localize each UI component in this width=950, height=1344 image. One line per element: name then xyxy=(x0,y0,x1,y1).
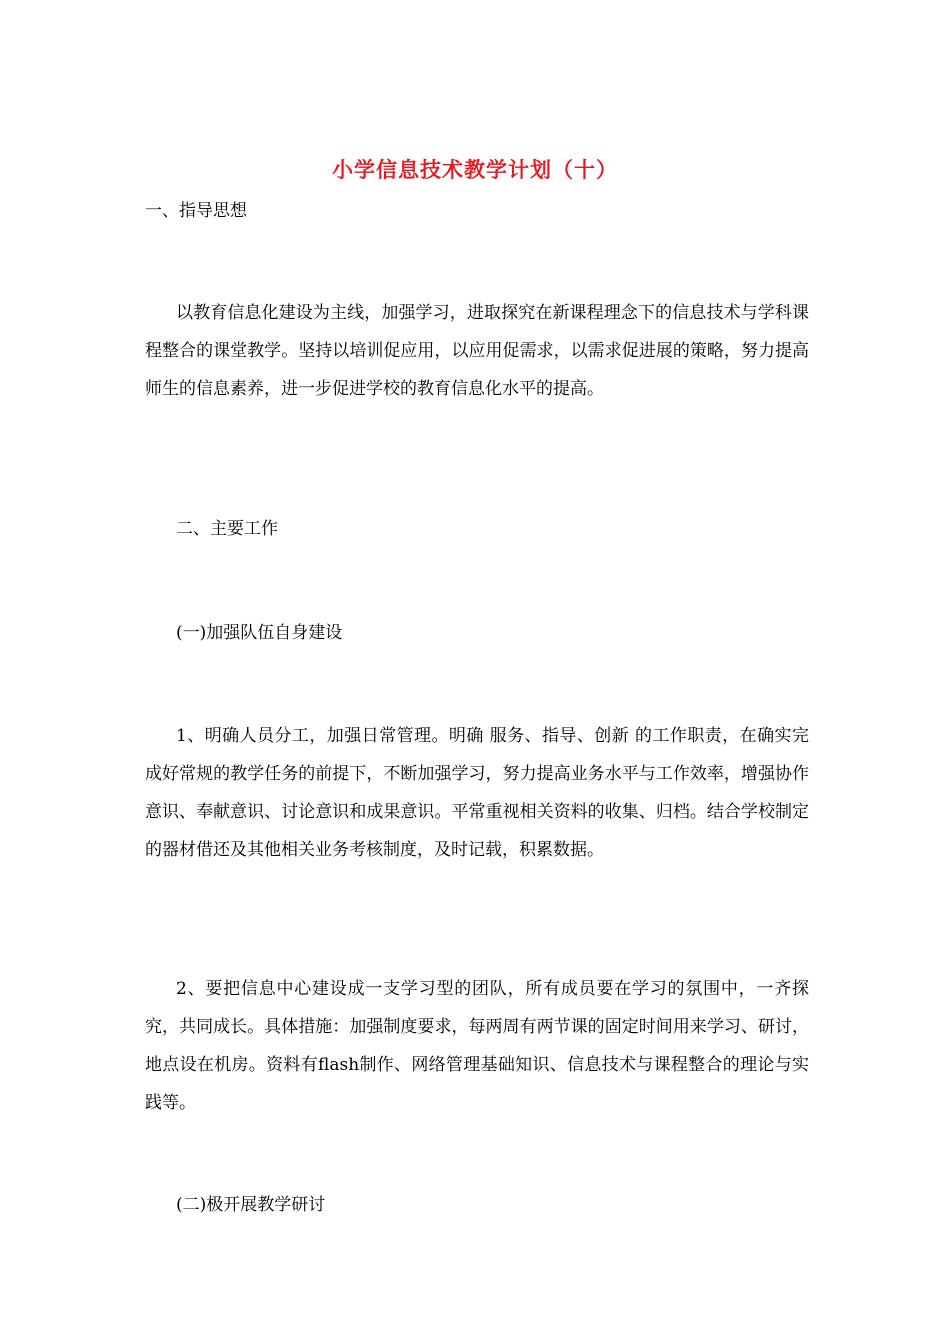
section-heading-guiding-thought: 一、指导思想 xyxy=(145,201,247,221)
subheading-team-building: (一)加强队伍自身建设 xyxy=(176,623,343,643)
section-heading-main-work: 二、主要工作 xyxy=(176,519,278,539)
subheading-teaching-research: (二)极开展教学研讨 xyxy=(176,1195,326,1215)
document-title: 小学信息技术教学计划（十） xyxy=(332,157,618,182)
paragraph-item-1: 1、明确人员分工，加强日常管理。明确 服务、指导、创新 的工作职责，在确实完成好常规的教学任务的前提下，不断加强学习，努力提高业务水平与工作效率，增强协作意识、奉献意识、讨论意识和成果意识。平常重视相关资料的收集、归档。结合学校制定的器材借还及其他相关业务考核制度，及时记载，积累数据。 xyxy=(145,726,809,860)
paragraph-item-2: 2、要把信息中心建设成一支学习型的团队，所有成员要在学习的氛围中，一齐探究，共同成长。具体措施：加强制度要求，每两周有两节课的固定时间用来学习、研讨，地点设在机房。资料有flash制作、网络管理基础知识、信息技术与课程整合的理论与实践等。 xyxy=(145,979,809,1113)
paragraph-guiding-thought: 以教育信息化建设为主线，加强学习，进取探究在新课程理念下的信息技术与学科课程整合的课堂教学。坚持以培训促应用，以应用促需求，以需求促进展的策略，努力提高师生的信息素养，进一步促进学校的教育信息化水平的提高。 xyxy=(145,303,809,399)
